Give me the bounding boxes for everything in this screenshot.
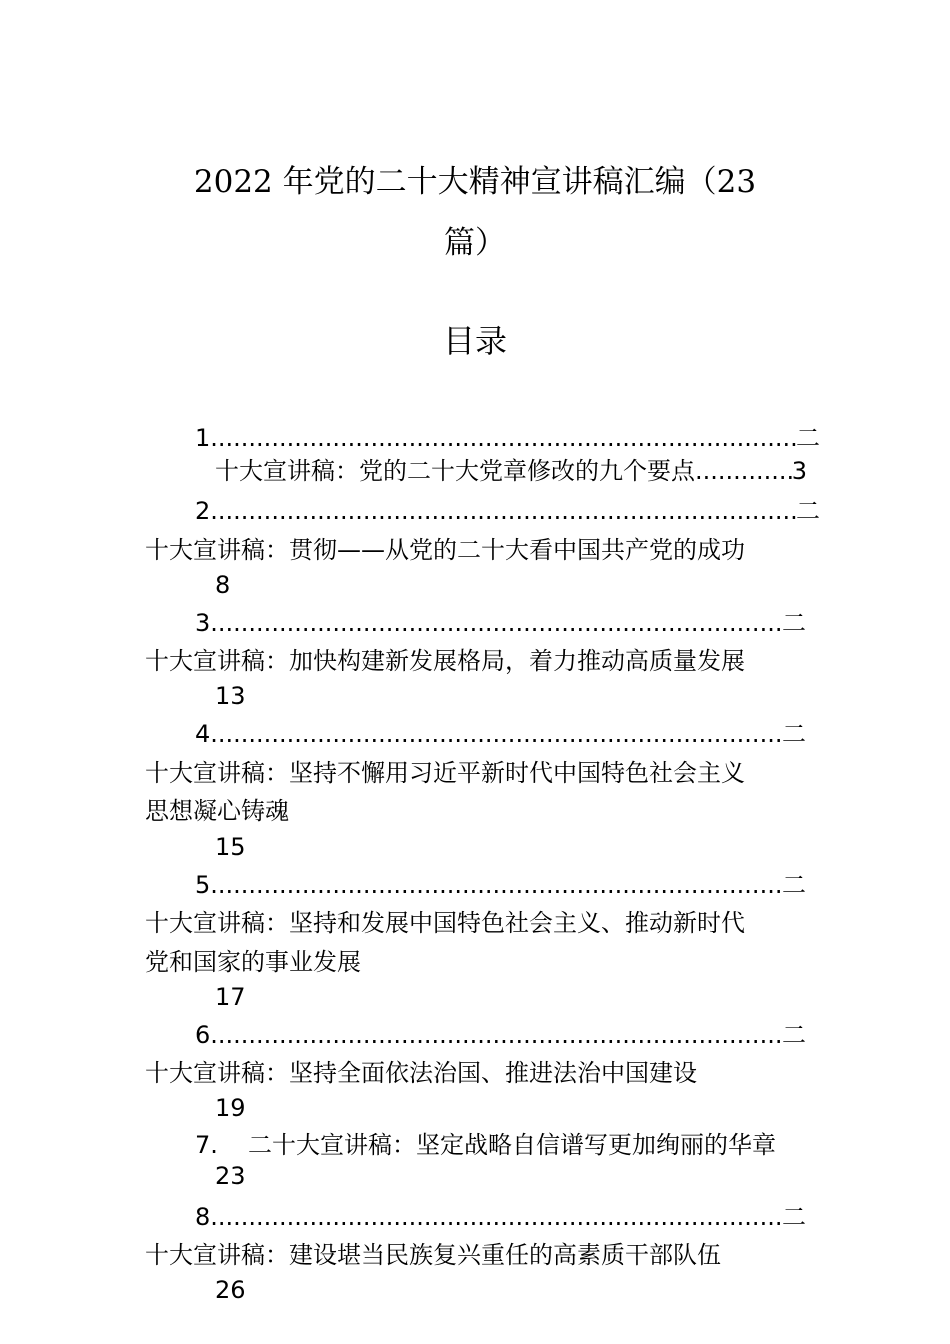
- toc-heading: 目录: [442, 322, 507, 360]
- toc-entry-8-page: 26: [215, 1276, 246, 1304]
- toc-entry-4-page: 15: [215, 833, 246, 861]
- toc-entry-1-number: 1: [195, 424, 211, 452]
- toc-entry-1-page: 3: [791, 457, 807, 485]
- toc-entry-3-title-rest[interactable]: 十大宣讲稿：加快构建新发展格局，着力推动高质量发展: [145, 647, 745, 675]
- toc-entry-5-page: 17: [215, 983, 246, 1011]
- toc-entry-5-dot-leader: [210, 873, 782, 897]
- toc-entry-8-dot-leader: [210, 1205, 782, 1229]
- document-title-line1: 2022 年党的二十大精神宣讲稿汇编（23: [193, 164, 757, 200]
- toc-entry-6-title-rest[interactable]: 十大宣讲稿：坚持全面依法治国、推进法治中国建设: [145, 1059, 697, 1087]
- toc-entry-2-dot-leader: [210, 499, 796, 523]
- toc-entry-2-number: 2: [195, 497, 211, 525]
- toc-entry-3-leader-line[interactable]: [195, 611, 806, 635]
- toc-entry-6-title-lead-char: 二: [782, 1021, 806, 1049]
- toc-entry-1-leader-line[interactable]: [195, 426, 820, 450]
- toc-entry-5-title-lead-char: 二: [782, 871, 806, 899]
- toc-entry-6-leader-line[interactable]: [195, 1023, 806, 1047]
- toc-entry-2-page: 8: [215, 571, 231, 599]
- toc-entry-5-title-line1[interactable]: 十大宣讲稿：坚持和发展中国特色社会主义、推动新时代: [145, 909, 745, 937]
- toc-entry-1-title-line[interactable]: [215, 459, 807, 483]
- toc-entry-3-title-lead-char: 二: [782, 609, 806, 637]
- toc-entry-5-title-line2[interactable]: 党和国家的事业发展: [145, 948, 361, 976]
- toc-entry-5-number: 5: [195, 871, 211, 899]
- toc-entry-8-number: 8: [195, 1203, 211, 1231]
- toc-entry-5-leader-line[interactable]: [195, 873, 806, 897]
- toc-entry-4-dot-leader: [210, 722, 782, 746]
- toc-entry-4-number: 4: [195, 720, 211, 748]
- toc-entry-7-title[interactable]: 二十大宣讲稿：坚定战略自信谱写更加绚丽的华章: [248, 1131, 776, 1159]
- toc-entry-4-title-lead-char: 二: [782, 720, 806, 748]
- toc-entry-4-leader-line[interactable]: [195, 722, 806, 746]
- toc-entry-8-title-lead-char: 二: [782, 1203, 806, 1231]
- toc-entry-6-page: 19: [215, 1094, 246, 1122]
- toc-entry-7-number: 7.: [195, 1131, 218, 1159]
- toc-entry-2-leader-line[interactable]: [195, 499, 820, 523]
- toc-entry-1-title-lead-char: 二: [796, 424, 820, 452]
- document-title-line2: 篇）: [444, 225, 506, 261]
- toc-entry-8-leader-line[interactable]: [195, 1205, 806, 1229]
- toc-entry-1-title-rest: 十大宣讲稿：党的二十大党章修改的九个要点: [215, 457, 695, 485]
- toc-entry-1-dot-leader: [210, 426, 796, 450]
- toc-entry-2-title-lead-char: 二: [796, 497, 820, 525]
- toc-entry-3-page: 13: [215, 682, 246, 710]
- toc-entry-3-dot-leader: [210, 611, 782, 635]
- toc-entry-2-title-rest[interactable]: 十大宣讲稿：贯彻——从党的二十大看中国共产党的成功: [145, 536, 745, 564]
- toc-entry-4-title-line1[interactable]: 十大宣讲稿：坚持不懈用习近平新时代中国特色社会主义: [145, 759, 745, 787]
- toc-entry-8-title-rest[interactable]: 十大宣讲稿：建设堪当民族复兴重任的高素质干部队伍: [145, 1241, 721, 1269]
- toc-entry-6-dot-leader: [210, 1023, 782, 1047]
- toc-entry-1-page-leader: [695, 459, 792, 483]
- toc-entry-3-number: 3: [195, 609, 211, 637]
- toc-entry-6-number: 6: [195, 1021, 211, 1049]
- toc-entry-4-title-line2[interactable]: 思想凝心铸魂: [145, 797, 289, 825]
- toc-entry-7-page: 23: [215, 1162, 246, 1190]
